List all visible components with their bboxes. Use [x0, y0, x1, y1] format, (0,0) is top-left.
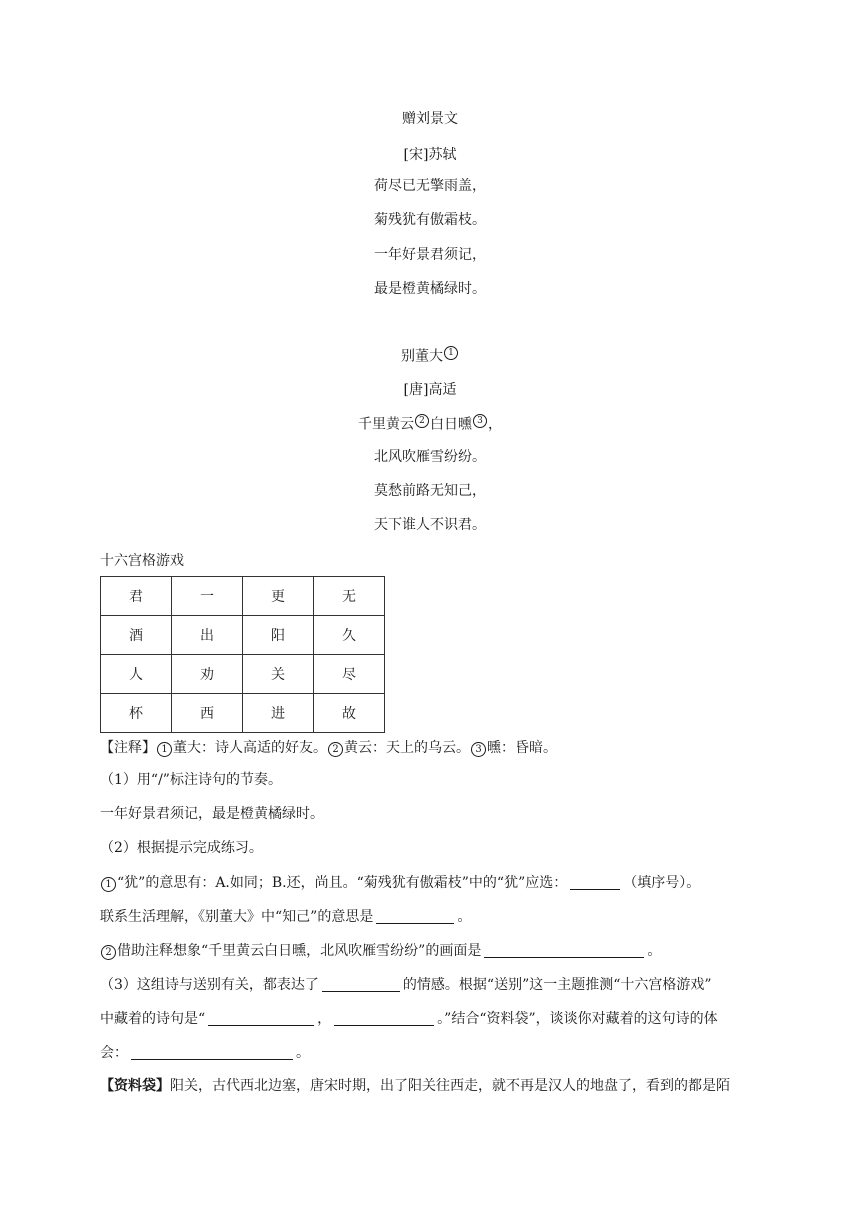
note-marker-2: 2 — [415, 414, 429, 428]
grid-cell: 一 — [172, 577, 243, 616]
note-marker-3: 3 — [471, 742, 486, 757]
answer-blank[interactable] — [484, 943, 644, 958]
q2-c-text: 借助注释想象“千里黄云白日曛，北风吹雁雪纷纷”的画面是 — [117, 943, 482, 959]
q3-text-2: 的情感。根据“送别”这一主题推测“十六宫格游戏” — [402, 977, 712, 993]
q3-text-5: 。”结合“资料袋”，谈谈你对藏着的这句诗的体 — [437, 1011, 718, 1027]
answer-blank[interactable] — [208, 1011, 314, 1026]
grid-cell: 阳 — [243, 616, 314, 655]
poem1-line-3: 一年好景君须记， — [374, 247, 486, 263]
grid-cell: 君 — [101, 577, 172, 616]
grid-cell: 西 — [172, 694, 243, 733]
grid-cell: 关 — [243, 655, 314, 694]
answer-blank[interactable] — [322, 977, 400, 992]
poem2-title-text: 别董大 — [401, 348, 443, 365]
answer-blank[interactable] — [334, 1011, 434, 1026]
q2-b-text: 联系生活理解，《别董大》中“知己”的意思是 — [100, 909, 374, 925]
poem2-line-1-part-c: ， — [488, 416, 502, 433]
grid-row — [101, 694, 385, 733]
grid-cell: 更 — [243, 577, 314, 616]
poem2-line-3: 莫愁前路无知己， — [374, 483, 486, 499]
grid-cell: 劝 — [172, 655, 243, 694]
poem2-line-2: 北风吹雁雪纷纷。 — [374, 449, 486, 465]
q2-b-text-end: 。 — [457, 909, 472, 925]
answer-blank[interactable] — [376, 909, 454, 924]
q3-text-3: 中藏着的诗句是“ — [100, 1011, 206, 1027]
note-marker-2: 2 — [328, 742, 343, 757]
poem1-line-2: 菊残犹有傲霜枝。 — [374, 212, 486, 228]
poem1-line-1: 荷尽已无擎雨盖， — [374, 178, 486, 194]
grid-cell: 出 — [172, 616, 243, 655]
answer-blank[interactable] — [131, 1045, 293, 1060]
note-3-text: 曛：昏暗。 — [487, 740, 557, 756]
note-marker-1: 1 — [157, 742, 172, 757]
q2-c-marker: 2 — [101, 945, 116, 960]
q2-c-text-end: 。 — [647, 943, 662, 959]
q2-c-line — [100, 940, 790, 962]
q3-line-2 — [100, 1008, 790, 1030]
note-2-text: 黄云：天上的乌云。 — [344, 740, 470, 756]
q3-line-1 — [100, 974, 790, 996]
grid-title: 十六宫格游戏 — [100, 553, 184, 569]
poem2-line-1-part-b: 白日曛 — [430, 416, 472, 433]
q2-prompt: （2）根据提示完成练习。 — [100, 840, 263, 856]
grid-row — [101, 577, 385, 616]
note-marker-3: 3 — [473, 414, 487, 428]
q1-prompt: （1）用“/”标注诗句的节奏。 — [100, 772, 282, 788]
notes-line — [100, 737, 790, 759]
grid-cell: 杯 — [101, 694, 172, 733]
poem1-line-4: 最是橙黄橘绿时。 — [374, 281, 486, 297]
q2-b-line — [100, 906, 790, 928]
note-1-text: 董大：诗人高适的好友。 — [173, 740, 327, 756]
grid-cell: 无 — [314, 577, 385, 616]
q3-line-3 — [100, 1042, 790, 1064]
poem2-title — [0, 346, 860, 367]
grid-row — [101, 616, 385, 655]
answer-blank[interactable] — [570, 875, 620, 890]
resource-line — [100, 1075, 790, 1097]
grid-cell: 故 — [314, 694, 385, 733]
grid-cell: 人 — [101, 655, 172, 694]
q3-text-6: 会： — [100, 1045, 128, 1061]
q2-a-marker: 1 — [101, 877, 116, 892]
grid-cell: 进 — [243, 694, 314, 733]
grid-row — [101, 655, 385, 694]
q2-a-text: “犹”的意思有：A.如同；B.还，尚且。“菊残犹有傲霜枝”中的“犹”应选： — [117, 875, 568, 891]
poem1-title: 赠刘景文 — [402, 111, 458, 127]
q3-text-7: 。 — [296, 1045, 310, 1061]
poem2-author: [唐]高适 — [403, 382, 457, 398]
q1-line: 一年好景君须记，最是橙黄橘绿时。 — [100, 806, 324, 822]
resource-label: 【资料袋】 — [100, 1078, 170, 1094]
poem1-author: [宋]苏轼 — [403, 147, 457, 163]
q3-text-4: ， — [317, 1011, 332, 1027]
grid-cell: 酒 — [101, 616, 172, 655]
resource-text: 阳关，古代西北边塞，唐宋时期，出了阳关往西走，就不再是汉人的地盘了，看到的都是陌 — [170, 1078, 730, 1094]
note-marker-1: 1 — [444, 346, 458, 360]
poem2-line-1-part-a: 千里黄云 — [358, 416, 414, 433]
q2-a-line — [100, 872, 790, 894]
q2-a-text-end: （填序号）。 — [623, 875, 701, 891]
sixteen-grid — [100, 576, 385, 733]
poem2-line-4: 天下谁人不识君。 — [374, 517, 486, 533]
poem2-line-1 — [0, 414, 860, 435]
q3-text-1: （3）这组诗与送别有关，都表达了 — [100, 977, 319, 993]
grid-cell: 久 — [314, 616, 385, 655]
grid-cell: 尽 — [314, 655, 385, 694]
notes-label: 【注释】 — [100, 740, 156, 756]
